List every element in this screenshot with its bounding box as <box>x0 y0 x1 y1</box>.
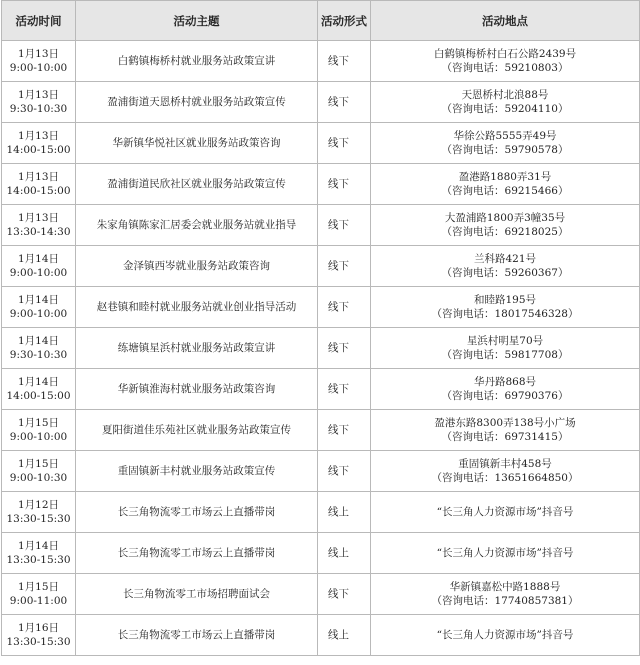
header-topic: 活动主题 <box>76 1 318 41</box>
table-header-row <box>2 1 640 41</box>
activity-time-cell <box>2 205 76 246</box>
table-row <box>2 246 640 287</box>
activity-date: 1月14日 <box>17 376 60 388</box>
table-row <box>2 287 640 328</box>
activity-time: 9:00-11:00 <box>9 595 68 607</box>
activity-time-cell <box>2 451 76 492</box>
activity-topic: 华新镇淮海村就业服务站政策咨询 <box>76 369 318 410</box>
activity-mode: 线上 <box>318 533 371 574</box>
activity-time: 14:00-15:00 <box>6 144 71 156</box>
activity-time-cell <box>2 615 76 656</box>
activity-address: 和睦路195号 <box>473 294 537 306</box>
activity-topic: 盈浦街道民欣社区就业服务站政策宣传 <box>76 164 318 205</box>
activity-location-cell <box>371 41 640 82</box>
activity-mode: 线下 <box>318 205 371 246</box>
activity-date: 1月13日 <box>17 171 60 183</box>
activity-time-cell <box>2 41 76 82</box>
activity-time-cell <box>2 574 76 615</box>
activity-location-cell <box>371 492 640 533</box>
activity-phone: （咨询电话：59790578） <box>441 144 569 156</box>
activity-time: 13:30-15:30 <box>6 636 71 648</box>
activity-topic: 金泽镇西岑就业服务站政策咨询 <box>76 246 318 287</box>
activity-location-cell <box>371 123 640 164</box>
activity-address: 天恩桥村北浪88号 <box>461 89 549 101</box>
table-row <box>2 205 640 246</box>
activity-mode: 线下 <box>318 123 371 164</box>
activity-location-cell <box>371 246 640 287</box>
activity-topic: 夏阳街道佳乐苑社区就业服务站政策宣传 <box>76 410 318 451</box>
activity-phone: （咨询电话：69218025） <box>441 226 569 238</box>
activity-phone: （咨询电话：13651664850） <box>431 472 579 484</box>
activity-time-cell <box>2 410 76 451</box>
header-mode: 活动形式 <box>318 1 371 41</box>
activity-time-cell <box>2 82 76 123</box>
activity-mode: 线下 <box>318 246 371 287</box>
activity-mode: 线下 <box>318 451 371 492</box>
activity-date: 1月16日 <box>17 622 60 634</box>
activity-mode: 线下 <box>318 164 371 205</box>
activity-phone: （咨询电话：59260367） <box>441 267 569 279</box>
table-row <box>2 123 640 164</box>
activity-location-cell <box>371 574 640 615</box>
activity-mode: 线下 <box>318 287 371 328</box>
activity-address: 重固镇新丰村458号 <box>458 458 552 470</box>
activity-topic: 长三角物流零工市场招聘面试会 <box>76 574 318 615</box>
table-row <box>2 41 640 82</box>
activity-address: 兰科路421号 <box>473 253 537 265</box>
table-body <box>2 41 640 656</box>
activity-topic: 白鹤镇梅桥村就业服务站政策宣讲 <box>76 41 318 82</box>
activity-time-cell <box>2 123 76 164</box>
activity-time: 9:00-10:00 <box>9 431 68 443</box>
activity-topic: 重固镇新丰村就业服务站政策宣传 <box>76 451 318 492</box>
activity-address: “长三角人力资源市场”抖音号 <box>436 629 574 641</box>
activity-date: 1月14日 <box>17 540 60 552</box>
activity-time: 14:00-15:00 <box>6 390 71 402</box>
activity-schedule-table <box>1 0 640 656</box>
table-row <box>2 533 640 574</box>
activity-time: 9:30-10:30 <box>9 103 68 115</box>
activity-topic: 赵巷镇和睦村就业服务站就业创业指导活动 <box>76 287 318 328</box>
activity-address: “长三角人力资源市场”抖音号 <box>436 506 574 518</box>
activity-date: 1月14日 <box>17 253 60 265</box>
activity-time: 9:00-10:00 <box>9 62 68 74</box>
activity-address: 华丹路868号 <box>473 376 537 388</box>
activity-address: 白鹤镇梅桥村白石公路2439号 <box>433 48 577 60</box>
activity-time: 9:00-10:30 <box>9 472 68 484</box>
activity-time-cell <box>2 369 76 410</box>
activity-location-cell <box>371 410 640 451</box>
activity-topic: 练塘镇星浜村就业服务站政策宣讲 <box>76 328 318 369</box>
activity-date: 1月13日 <box>17 89 60 101</box>
activity-time-cell <box>2 328 76 369</box>
activity-date: 1月14日 <box>17 294 60 306</box>
activity-date: 1月15日 <box>17 417 60 429</box>
activity-topic: 盈浦街道天恩桥村就业服务站政策宣传 <box>76 82 318 123</box>
table-row <box>2 82 640 123</box>
activity-phone: （咨询电话：18017546328） <box>431 308 579 320</box>
table-row <box>2 164 640 205</box>
activity-time: 9:00-10:00 <box>9 267 68 279</box>
activity-phone: （咨询电话：59817708） <box>441 349 569 361</box>
activity-address: 华徐公路5555弄49号 <box>453 130 557 142</box>
activity-address: 大盈浦路1800弄3幢35号 <box>444 212 566 224</box>
activity-date: 1月14日 <box>17 335 60 347</box>
table-row <box>2 615 640 656</box>
activity-phone: （咨询电话：69790376） <box>441 390 569 402</box>
table-row <box>2 369 640 410</box>
activity-location-cell <box>371 164 640 205</box>
activity-location-cell <box>371 328 640 369</box>
activity-location-cell <box>371 82 640 123</box>
activity-time: 9:30-10:30 <box>9 349 68 361</box>
activity-date: 1月13日 <box>17 48 60 60</box>
activity-address: 盈港东路8300弄138号小广场 <box>434 417 576 429</box>
activity-time-cell <box>2 533 76 574</box>
activity-time-cell <box>2 164 76 205</box>
activity-date: 1月15日 <box>17 458 60 470</box>
activity-time: 13:30-15:30 <box>6 513 71 525</box>
table-row <box>2 451 640 492</box>
activity-time: 14:00-15:00 <box>6 185 71 197</box>
activity-phone: （咨询电话：69731415） <box>441 431 569 443</box>
activity-location-cell <box>371 369 640 410</box>
header-time: 活动时间 <box>2 1 76 41</box>
activity-date: 1月13日 <box>17 212 60 224</box>
activity-mode: 线下 <box>318 82 371 123</box>
activity-mode: 线上 <box>318 615 371 656</box>
activity-location-cell <box>371 533 640 574</box>
activity-mode: 线下 <box>318 410 371 451</box>
activity-mode: 线下 <box>318 369 371 410</box>
activity-phone: （咨询电话：17740857381） <box>431 595 579 607</box>
activity-date: 1月13日 <box>17 130 60 142</box>
activity-time-cell <box>2 246 76 287</box>
activity-address: 华新镇嘉松中路1888号 <box>449 581 561 593</box>
activity-location-cell <box>371 287 640 328</box>
activity-phone: （咨询电话：59210803） <box>441 62 569 74</box>
table-row <box>2 492 640 533</box>
activity-time-cell <box>2 492 76 533</box>
activity-mode: 线下 <box>318 328 371 369</box>
activity-time: 13:30-15:30 <box>6 554 71 566</box>
activity-topic: 华新镇华悦社区就业服务站政策咨询 <box>76 123 318 164</box>
activity-address: “长三角人力资源市场”抖音号 <box>436 547 574 559</box>
activity-address: 星浜村明星70号 <box>466 335 544 347</box>
activity-date: 1月15日 <box>17 581 60 593</box>
activity-mode: 线下 <box>318 574 371 615</box>
activity-phone: （咨询电话：59204110） <box>441 103 569 115</box>
activity-location-cell <box>371 451 640 492</box>
activity-topic: 朱家角镇陈家汇居委会就业服务站就业指导 <box>76 205 318 246</box>
activity-phone: （咨询电话：69215466） <box>441 185 569 197</box>
activity-location-cell <box>371 205 640 246</box>
activity-location-cell <box>371 615 640 656</box>
activity-time: 9:00-10:00 <box>9 308 68 320</box>
activity-topic: 长三角物流零工市场云上直播带岗 <box>76 615 318 656</box>
activity-topic: 长三角物流零工市场云上直播带岗 <box>76 533 318 574</box>
activity-time-cell <box>2 287 76 328</box>
activity-date: 1月12日 <box>17 499 60 511</box>
activity-mode: 线下 <box>318 41 371 82</box>
table-row <box>2 410 640 451</box>
table-row <box>2 328 640 369</box>
activity-topic: 长三角物流零工市场云上直播带岗 <box>76 492 318 533</box>
activity-time: 13:30-14:30 <box>6 226 71 238</box>
activity-address: 盈港路1880弄31号 <box>458 171 552 183</box>
header-location: 活动地点 <box>371 1 640 41</box>
table-row <box>2 574 640 615</box>
activity-mode: 线上 <box>318 492 371 533</box>
